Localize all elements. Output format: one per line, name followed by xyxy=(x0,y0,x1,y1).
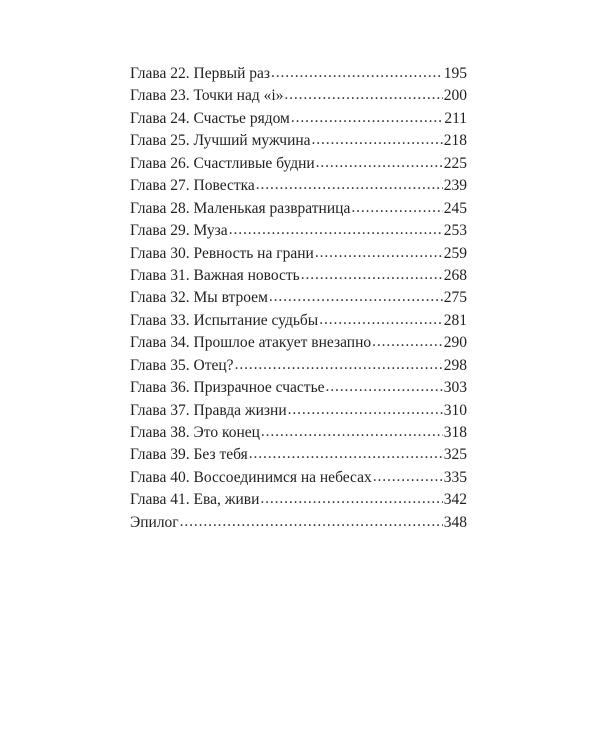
toc-entry xyxy=(130,63,467,85)
toc-entry xyxy=(130,310,467,332)
toc-entry xyxy=(130,489,467,511)
toc-entry-page: 281 xyxy=(443,311,467,329)
toc-entry-page: 239 xyxy=(443,177,467,195)
dot-leader xyxy=(271,62,443,84)
toc-entry-page: 268 xyxy=(443,266,467,284)
table-of-contents xyxy=(130,63,467,534)
toc-entry-title: Глава 23. Точки над «i» xyxy=(130,87,284,105)
toc-entry-page: 218 xyxy=(443,132,467,150)
toc-entry-page: 318 xyxy=(443,424,467,441)
toc-entry-page: 335 xyxy=(443,468,467,486)
toc-entry-title: Глава 26. Счастливые будни xyxy=(130,154,315,172)
dot-leader xyxy=(235,354,443,376)
toc-entry xyxy=(130,355,467,377)
toc-entry-title: Глава 24. Счастье рядом xyxy=(130,109,290,127)
toc-entry-title: Глава 38. Это конец xyxy=(130,424,260,441)
toc-entry xyxy=(130,400,467,422)
toc-entry-page: 200 xyxy=(443,87,467,105)
toc-entry-epilogue xyxy=(130,512,467,534)
dot-leader xyxy=(316,152,443,174)
toc-entry-title: Глава 31. Важная новость xyxy=(130,266,300,284)
dot-leader xyxy=(373,466,443,488)
toc-entry-title: Глава 39. Без тебя xyxy=(130,446,248,464)
toc-entry xyxy=(130,130,467,152)
toc-entry-page: 348 xyxy=(443,513,467,531)
toc-entry-title: Глава 34. Прошлое атакует внезапно xyxy=(130,334,372,352)
dot-leader xyxy=(288,399,443,421)
toc-entry xyxy=(130,108,467,130)
toc-entry xyxy=(130,467,467,489)
dot-leader xyxy=(260,488,442,510)
toc-entry xyxy=(130,422,467,444)
dot-leader xyxy=(312,129,443,151)
dot-leader xyxy=(315,242,443,264)
dot-leader xyxy=(180,511,443,533)
toc-entry-title: Эпилог xyxy=(130,513,179,531)
toc-entry xyxy=(130,332,467,354)
dot-leader xyxy=(319,309,443,331)
toc-entry-title: Глава 41. Ева, живи xyxy=(130,491,260,509)
toc-entry-page: 310 xyxy=(443,401,467,419)
toc-entry-title: Глава 33. Испытание судьбы xyxy=(130,311,319,329)
toc-entry xyxy=(130,220,467,242)
toc-entry xyxy=(130,175,467,197)
toc-entry xyxy=(130,198,467,220)
toc-entry-title: Глава 30. Ревность на грани xyxy=(130,244,314,262)
toc-entry-page: 290 xyxy=(443,334,467,352)
toc-entry xyxy=(130,444,467,466)
toc-entry-page: 211 xyxy=(444,109,467,127)
toc-entry xyxy=(130,85,467,107)
toc-entry-title: Глава 36. Призрачное счастье xyxy=(130,379,325,397)
dot-leader xyxy=(351,197,442,219)
dot-leader xyxy=(301,264,443,286)
toc-entry-title: Глава 35. Отец? xyxy=(130,356,234,374)
toc-entry-title: Глава 28. Маленькая развратница xyxy=(130,199,351,217)
dot-leader xyxy=(256,174,443,196)
toc-entry-page: 225 xyxy=(443,154,467,172)
dot-leader xyxy=(261,421,443,443)
toc-entry-title: Глава 25. Лучший мужчина xyxy=(130,132,311,150)
toc-entry xyxy=(130,377,467,399)
toc-entry xyxy=(130,153,467,175)
dot-leader xyxy=(291,107,443,129)
toc-entry-title: Глава 27. Повестка xyxy=(130,177,255,195)
dot-leader xyxy=(284,84,442,106)
toc-entry-title: Глава 32. Мы втроем xyxy=(130,289,268,307)
toc-entry-page: 275 xyxy=(443,289,467,307)
dot-leader xyxy=(249,443,443,465)
toc-entry-page: 259 xyxy=(443,244,467,262)
toc-entry-title: Глава 29. Муза xyxy=(130,222,228,240)
toc-entry-page: 195 xyxy=(443,65,467,82)
toc-entry-page: 342 xyxy=(443,491,467,509)
dot-leader xyxy=(326,376,443,398)
toc-entry-page: 303 xyxy=(443,379,467,397)
toc-entry-page: 325 xyxy=(443,446,467,464)
toc-entry-title: Глава 40. Воссоединимся на небесах xyxy=(130,468,372,486)
toc-entry-page: 298 xyxy=(443,356,467,374)
toc-entry xyxy=(130,265,467,287)
toc-entry-title: Глава 22. Первый раз xyxy=(130,65,271,82)
toc-entry-title: Глава 37. Правда жизни xyxy=(130,401,287,419)
dot-leader xyxy=(229,219,443,241)
dot-leader xyxy=(372,331,443,353)
toc-entry xyxy=(130,287,467,309)
toc-entry-page: 253 xyxy=(443,222,467,240)
dot-leader xyxy=(269,286,443,308)
toc-entry-page: 245 xyxy=(443,199,467,217)
toc-entry xyxy=(130,243,467,265)
